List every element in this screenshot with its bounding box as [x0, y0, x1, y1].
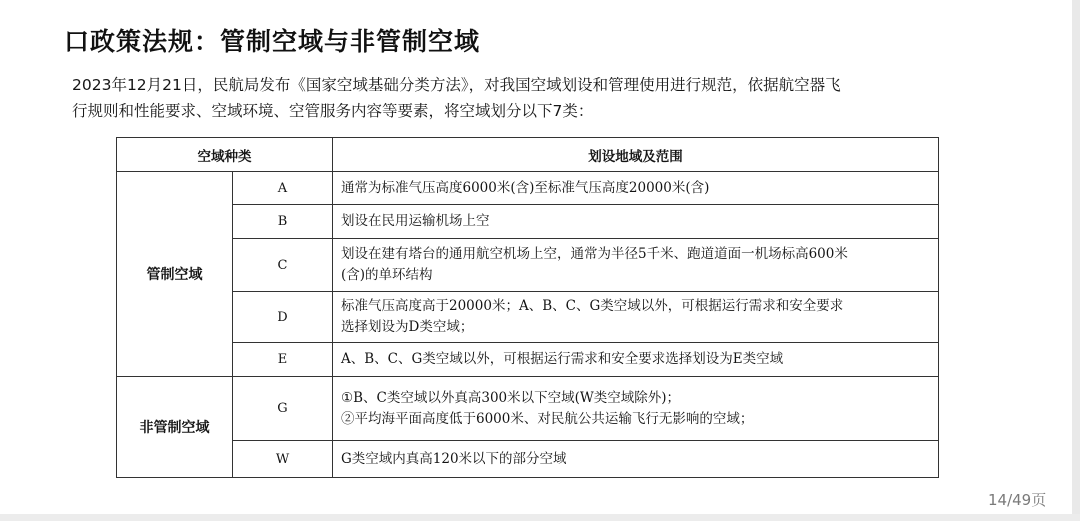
table-row — [117, 292, 939, 343]
page-title: 口政策法规：管制空域与非管制空域 — [64, 27, 481, 56]
table-row — [117, 343, 939, 377]
airspace-classification-table — [116, 137, 939, 478]
table-header-row — [117, 138, 939, 172]
category-uncontrolled: 非管制空域 — [117, 377, 233, 478]
scope-cell: A、B、C、G类空域以外，可根据运行需求和安全要求选择划设为E类空域 — [333, 343, 939, 377]
class-cell: C — [233, 239, 333, 292]
header-airspace-type: 空域种类 — [117, 138, 333, 172]
intro-line-2: 行规则和性能要求、空域环境、空管服务内容等要素，将空域划分以下7类： — [72, 102, 594, 120]
page-counter: 14/49页 — [988, 491, 1047, 509]
scope-cell: 划设在建有塔台的通用航空机场上空，通常为半径5千米、跑道道面一机场标高600米 (含)的单环结构 — [333, 239, 939, 292]
class-cell: E — [233, 343, 333, 377]
class-cell: D — [233, 292, 333, 343]
table-row — [117, 441, 939, 478]
scope-cell: 划设在民用运输机场上空 — [333, 205, 939, 239]
table-row — [117, 205, 939, 239]
table-row — [117, 377, 939, 441]
intro-line-1: 2023年12月21日，民航局发布《国家空域基础分类方法》，对我国空域划设和管理使用进行规范，依据航空器飞 — [72, 76, 841, 94]
scope-cell: 标准气压高度高于20000米；A、B、C、G类空域以外，可根据运行需求和安全要求 选择划设为D类空域； — [333, 292, 939, 343]
scope-cell: ①B、C类空域以外真高300米以下空域(W类空域除外)； ②平均海平面高度低于6000米、对民航公共运输飞行无影响的空域； — [333, 377, 939, 441]
class-cell: B — [233, 205, 333, 239]
table-row — [117, 172, 939, 205]
table-row — [117, 239, 939, 292]
header-scope: 划设地域及范围 — [333, 138, 939, 172]
intro-paragraph — [72, 72, 972, 124]
scope-cell: 通常为标准气压高度6000米(含)至标准气压高度20000米(含) — [333, 172, 939, 205]
viewer-right-edge — [1072, 0, 1080, 521]
class-cell: A — [233, 172, 333, 205]
scope-cell: G类空域内真高120米以下的部分空域 — [333, 441, 939, 478]
viewer-bottom-edge — [0, 514, 1080, 521]
category-controlled: 管制空域 — [117, 172, 233, 377]
class-cell: G — [233, 377, 333, 441]
class-cell: W — [233, 441, 333, 478]
